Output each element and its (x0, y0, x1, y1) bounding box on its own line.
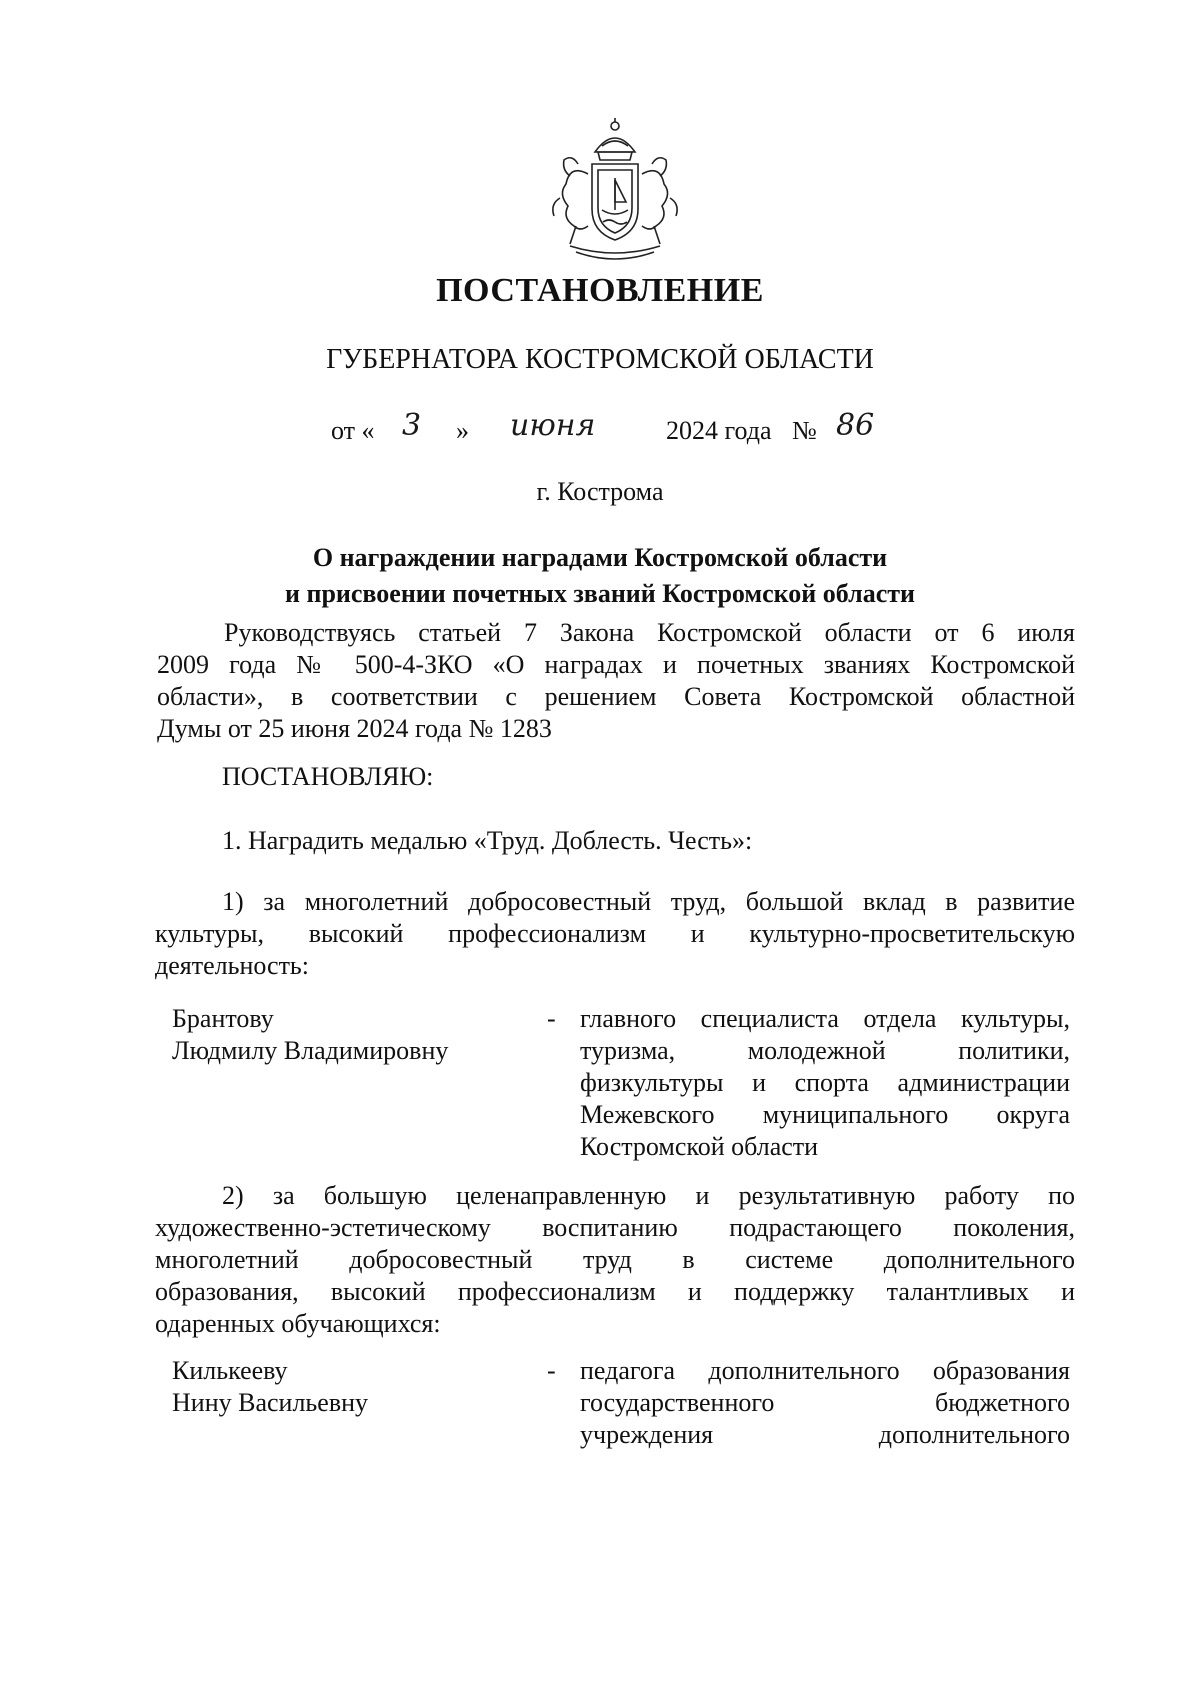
document-subtitle: ГУБЕРНАТОРА КОСТРОМСКОЙ ОБЛАСТИ (326, 344, 874, 375)
date-year: 2024 года (666, 416, 772, 445)
awardee-1-desc-line: физкультуры и спорта администрации (580, 1068, 1070, 1097)
document-title: ПОСТАНОВЛЕНИЕ (436, 272, 764, 309)
awardee-2-desc-line: учреждения дополнительного (580, 1420, 1070, 1449)
coat-of-arms-emblem (540, 114, 690, 269)
heading-line-2: и присвоении почетных званий Костромской области (284, 579, 916, 608)
awardee-1-desc-line: туризма, молодежной политики, (580, 1036, 1070, 1065)
awardee-2-given-name: Нину Васильевну (172, 1388, 369, 1417)
preamble-paragraph (157, 617, 1075, 745)
document-heading (0, 540, 1200, 612)
awardee-1-desc-line: Костромской области (580, 1132, 819, 1161)
awardee-1-desc-line: главного специалиста отдела культуры, (580, 1004, 1070, 1033)
subitem-2-line-2: художественно-эстетическому воспитанию подрастающего поколения, (155, 1213, 1075, 1242)
heading-line-1: О награждении наградами Костромской области (312, 543, 888, 572)
awardee-1-desc-line: Межевского муниципального округа (580, 1100, 1070, 1129)
awardee-2-surname: Килькееву (172, 1356, 288, 1385)
date-month-handwritten: июня (510, 408, 596, 443)
subitem-2-line-4: образования, высокий профессионализм и поддержку талантливых и (155, 1277, 1075, 1306)
awardee-2-name (172, 1355, 368, 1419)
preamble-line-2: 2009 года № 500-4-ЗКО «О наградах и почетных званиях Костромской (157, 650, 1075, 679)
preamble-line-3: области», в соответствии с решением Совета Костромской областной (157, 682, 1075, 711)
subitem-1-line-1: 1) за многолетний добросовестный труд, большой вклад в развитие (222, 887, 1075, 916)
awardee-1-description (580, 1003, 1070, 1163)
subitem-2-line-5: одаренных обучающихся: (155, 1309, 441, 1338)
decree-number-handwritten: 86 (836, 408, 875, 443)
subitem-2-paragraph (155, 1180, 1075, 1340)
subitem-1-line-2: культуры, высокий профессионализм и культурно-просветительскую (155, 919, 1075, 948)
preamble-line-4: Думы от 25 июня 2024 года № 1283 (157, 714, 552, 743)
awardee-2-desc-line: педагога дополнительного образования (580, 1356, 1070, 1385)
awardee-2-desc-line: государственного бюджетного (580, 1388, 1070, 1417)
date-number-line (0, 408, 1200, 452)
awardee-2-dash: - (547, 1356, 556, 1385)
subitem-2-line-1: 2) за большую целенаправленную и результативную работу по (222, 1181, 1075, 1210)
number-label: № (792, 416, 817, 445)
awardee-1-name (172, 1003, 448, 1067)
awardee-1-surname: Брантову (172, 1004, 274, 1033)
city-line: г. Кострома (536, 477, 664, 506)
preamble-line-1: Руководствуясь статьей 7 Закона Костромской области от 6 июля (224, 618, 1075, 647)
subitem-1-paragraph (155, 886, 1075, 982)
date-quote-close: » (456, 416, 469, 445)
subitem-1-line-3: деятельность: (155, 951, 310, 980)
awardee-1-dash: - (547, 1004, 556, 1033)
awardee-1-given-name: Людмилу Владимировну (172, 1036, 449, 1065)
awardee-2-description (580, 1355, 1070, 1451)
date-day-handwritten: 3 (402, 408, 422, 443)
subitem-2-line-3: многолетний добросовестный труд в системе дополнительного (155, 1245, 1075, 1274)
decree-word: ПОСТАНОВЛЯЮ: (222, 762, 434, 791)
date-prefix: от « (331, 416, 375, 445)
item-1: 1. Наградить медалью «Труд. Доблесть. Честь»: (222, 826, 753, 855)
